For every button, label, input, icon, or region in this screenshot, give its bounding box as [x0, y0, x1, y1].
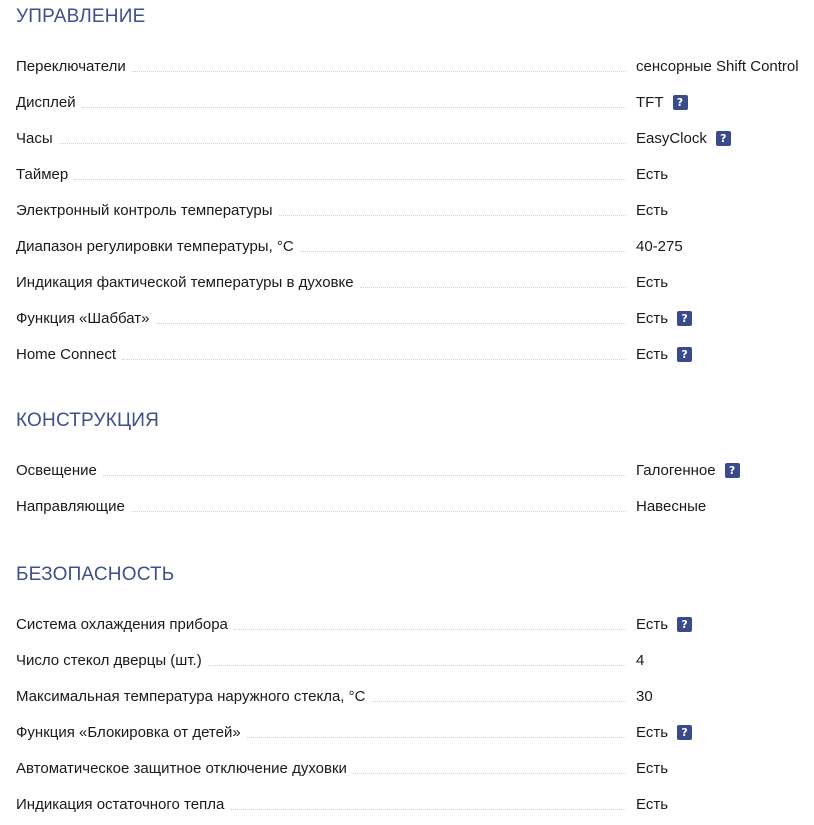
dotted-leader — [360, 287, 626, 288]
spec-label: Система охлаждения прибора — [16, 615, 228, 633]
spec-label: Число стекол дверцы (шт.) — [16, 651, 202, 669]
spec-row-rails — [16, 488, 814, 524]
section-title-construction: КОНСТРУКЦИЯ — [16, 410, 160, 431]
spec-value: Есть — [636, 723, 669, 741]
spec-row-child-lock — [16, 714, 814, 750]
dotted-leader — [300, 251, 626, 252]
spec-label: Электронный контроль температуры — [16, 201, 273, 219]
spec-value-cell — [636, 346, 814, 363]
spec-value: Есть — [636, 345, 669, 363]
dotted-leader — [59, 143, 626, 144]
dotted-leader — [208, 665, 626, 666]
dotted-leader — [234, 629, 626, 630]
section-safety — [16, 558, 814, 822]
dotted-leader — [103, 475, 626, 476]
spec-row-electronic-temp-control — [16, 192, 814, 228]
section-title-safety: БЕЗОПАСНОСТЬ — [16, 564, 175, 585]
spec-label: Направляющие — [16, 497, 125, 515]
section-construction — [16, 404, 814, 524]
spec-value-cell — [636, 652, 814, 669]
spec-value: Есть — [636, 201, 669, 219]
spec-label: Часы — [16, 129, 53, 147]
section-rows — [16, 606, 814, 822]
help-icon[interactable]: ? — [725, 463, 740, 478]
section-title-control: УПРАВЛЕНИЕ — [16, 6, 146, 27]
section-rows — [16, 48, 814, 372]
spec-row-display — [16, 84, 814, 120]
spec-row-home-connect — [16, 336, 814, 372]
spec-value: Галогенное — [636, 461, 716, 479]
spec-value: Есть — [636, 759, 669, 777]
help-icon[interactable]: ? — [677, 725, 692, 740]
dotted-leader — [82, 107, 626, 108]
spec-value-cell — [636, 94, 814, 111]
spec-value-cell — [636, 202, 814, 219]
dotted-leader — [247, 737, 626, 738]
spec-value-cell — [636, 130, 814, 147]
dotted-leader — [122, 359, 626, 360]
help-icon[interactable]: ? — [716, 131, 731, 146]
dotted-leader — [371, 701, 626, 702]
spec-value: Есть — [636, 615, 669, 633]
dotted-leader — [230, 809, 626, 810]
spec-value-cell — [636, 760, 814, 777]
spec-value-cell — [636, 58, 814, 75]
spec-row-cooling-system — [16, 606, 814, 642]
spec-label: Переключатели — [16, 57, 126, 75]
spec-value-cell — [636, 498, 814, 515]
spec-value-cell — [636, 166, 814, 183]
dotted-leader — [279, 215, 626, 216]
spec-row-timer — [16, 156, 814, 192]
spec-row-actual-temp-indication — [16, 264, 814, 300]
spec-label: Диапазон регулировки температуры, °C — [16, 237, 294, 255]
spec-label: Функция «Шаббат» — [16, 309, 150, 327]
help-icon[interactable]: ? — [673, 95, 688, 110]
spec-value: Есть — [636, 795, 669, 813]
spec-label: Функция «Блокировка от детей» — [16, 723, 241, 741]
help-icon[interactable]: ? — [677, 311, 692, 326]
spec-value-cell — [636, 616, 814, 633]
spec-value: TFT — [636, 93, 664, 111]
spec-row-switches — [16, 48, 814, 84]
spec-row-residual-heat-indication — [16, 786, 814, 822]
spec-label: Освещение — [16, 461, 97, 479]
section-control — [16, 0, 814, 372]
spec-row-clock — [16, 120, 814, 156]
spec-value-cell — [636, 462, 814, 479]
spec-value: Есть — [636, 273, 669, 291]
help-icon[interactable]: ? — [677, 347, 692, 362]
spec-label: Home Connect — [16, 345, 117, 363]
spec-label: Максимальная температура наружного стекла, °C — [16, 687, 366, 705]
dotted-leader — [156, 323, 626, 324]
spec-row-sabbath — [16, 300, 814, 336]
dotted-leader — [132, 71, 626, 72]
spec-value: сенсорные Shift Control — [636, 57, 799, 75]
spec-value: 40-275 — [636, 237, 683, 255]
spec-row-lighting — [16, 452, 814, 488]
spec-row-auto-shutoff — [16, 750, 814, 786]
help-icon[interactable]: ? — [677, 617, 692, 632]
spec-row-max-outer-glass-temp — [16, 678, 814, 714]
spec-value: 4 — [636, 651, 645, 669]
spec-row-temp-range — [16, 228, 814, 264]
spec-value: Есть — [636, 165, 669, 183]
spec-label: Дисплей — [16, 93, 76, 111]
dotted-leader — [353, 773, 626, 774]
spec-value-cell — [636, 238, 814, 255]
spec-row-door-glass-count — [16, 642, 814, 678]
section-rows — [16, 452, 814, 524]
spec-label: Таймер — [16, 165, 69, 183]
spec-value-cell — [636, 724, 814, 741]
dotted-leader — [74, 179, 626, 180]
spec-value: EasyClock — [636, 129, 707, 147]
spec-label: Автоматическое защитное отключение духовки — [16, 759, 347, 777]
dotted-leader — [131, 511, 626, 512]
spec-value-cell — [636, 688, 814, 705]
spec-label: Индикация фактической температуры в духовке — [16, 273, 354, 291]
spec-value-cell — [636, 796, 814, 813]
spec-value: 30 — [636, 687, 653, 705]
spec-label: Индикация остаточного тепла — [16, 795, 225, 813]
spec-value: Навесные — [636, 497, 707, 515]
spec-value-cell — [636, 310, 814, 327]
spec-value: Есть — [636, 309, 669, 327]
spec-value-cell — [636, 274, 814, 291]
